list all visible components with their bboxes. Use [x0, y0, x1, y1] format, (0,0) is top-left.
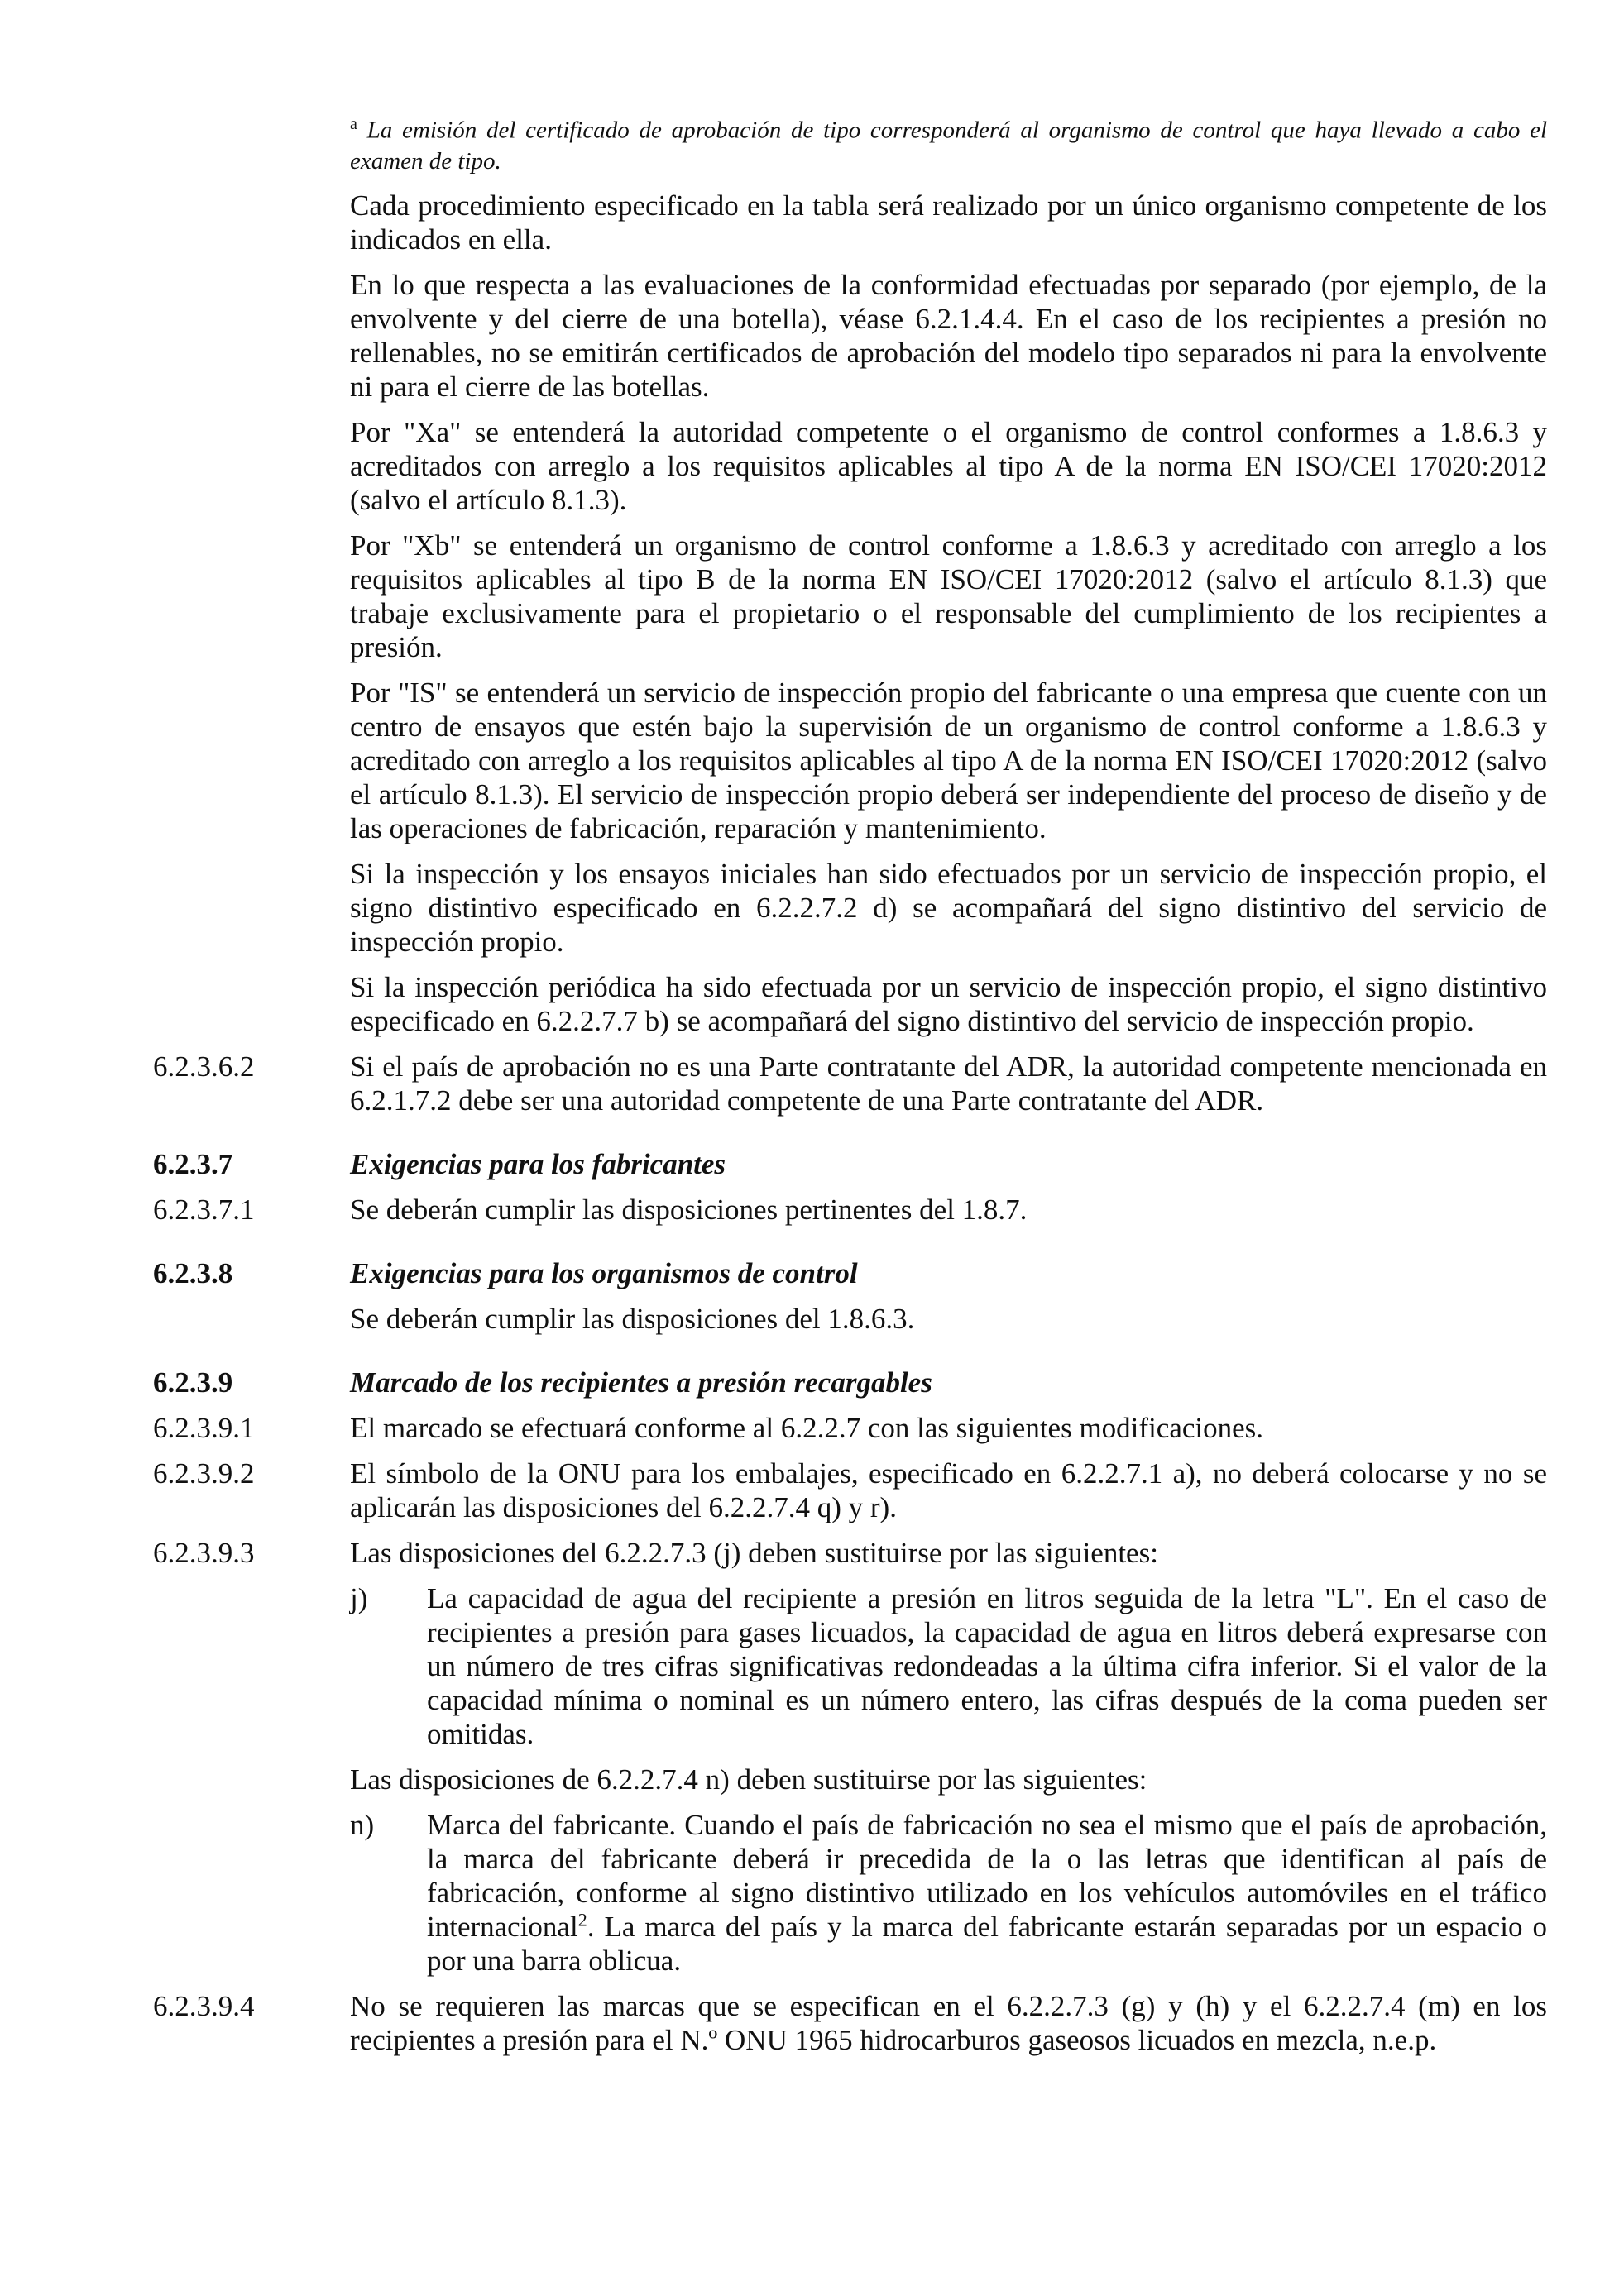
section-number: 6.2.3.7.1: [153, 1193, 255, 1226]
section-heading: Exigencias para los organismos de control: [350, 1256, 858, 1289]
section-text: Se deberán cumplir las disposiciones del 1.8.6.3.: [350, 1302, 915, 1335]
list-item-text: La capacidad de agua del recipiente a presión en litros seguida de la letra "L". En el caso de recipientes a presión para gases licuados, la capacidad de agua en litros deberá expresarse con un número de tres cifras significativas redondeadas a la última cifra inferior. Si el valor de la capacidad mínima o nominal es un número entero, las cifras después de la coma pueden ser omitidas.: [427, 1581, 1547, 1750]
section-text: Las disposiciones del 6.2.2.7.3 (j) deben sustituirse por las siguientes:: [350, 1536, 1158, 1569]
footnote-text: La emisión del certificado de aprobación de tipo corresponderá al organismo de control que haya llevado a cabo el examen de tipo.: [350, 117, 1548, 175]
section-number: 6.2.3.9.3: [153, 1536, 255, 1569]
paragraph-is: Por "IS" se entenderá un servicio de inspección propio del fabricante o una empresa que cuente con un centro de ensayos que estén bajo la supervisión de un organismo de control conforme a 1.8.6.3 y acreditado con arreglo a los requisitos aplicables al tipo A de la norma EN ISO/CEI 17020:2012 (salvo el artículo 8.1.3). El servicio de inspección propio deberá ser independiente del proceso de diseño y de las operaciones de fabricación, reparación y mantenimiento.: [350, 676, 1547, 844]
section-heading: Marcado de los recipientes a presión recargables: [350, 1366, 932, 1399]
section-number: 6.2.3.8: [153, 1256, 233, 1289]
list-item-label: j): [350, 1581, 368, 1614]
section-6-2-3-9-2: [153, 1457, 1547, 1524]
section-6-2-3-6-2: [153, 1050, 1547, 1117]
paragraph-xa: Por "Xa" se entenderá la autoridad competente o el organismo de control conformes a 1.8.6.3 y acreditados con arreglo a los requisitos aplicables al tipo A de la norma EN ISO/CEI 17020:2012 (salvo el artículo 8.1.3).: [350, 415, 1547, 516]
section-number: 6.2.3.9.1: [153, 1411, 255, 1444]
list-item-n: [350, 1808, 1547, 1978]
list-item-label: n): [350, 1808, 375, 1841]
section-text: Las disposiciones de 6.2.2.7.4 n) deben sustituirse por las siguientes:: [350, 1763, 1147, 1796]
section-heading: Exigencias para los fabricantes: [350, 1147, 726, 1180]
list-item-text: Marca del fabricante. Cuando el país de fabricación no sea el mismo que el país de aprobación, la marca del fabricante deberá ir precedida de la o las letras que identifican al país de fabricación, conforme al signo distintivo utilizado en los vehículos automóviles en el tráfico internacional$^2$. La marca del país y la marca del fabricante estarán separadas por un espacio o por una barra oblicua.: [427, 1808, 1547, 1977]
paragraph: En lo que respecta a las evaluaciones de la conformidad efectuadas por separado (por ejemplo, de la envolvente y del cierre de una botella), véase 6.2.1.4.4. En el caso de los recipientes a presión no rellenables, no se emitirán certificados de aprobación del modelo tipo separados ni para la envolvente ni para el cierre de las botellas.: [350, 268, 1547, 403]
table-footnote: [350, 109, 1547, 177]
document-content: [153, 109, 1547, 2069]
footnote-row: [153, 109, 1547, 177]
section-6-2-3-8-text: [153, 1302, 1547, 1336]
section-6-2-3-7: [153, 1147, 1547, 1181]
paragraph-xb: Por "Xb" se entenderá un organismo de control conforme a 1.8.6.3 y acreditado con arreglo a los requisitos aplicables al tipo B de la norma EN ISO/CEI 17020:2012 (salvo el artículo 8.1.3) que trabaje exclusivamente para el propietario o el responsable del cumplimiento de los recipientes a presión.: [350, 529, 1547, 663]
paragraph: Cada procedimiento especificado en la tabla será realizado por un único organismo competente de los indicados en ella.: [350, 189, 1547, 256]
list-item-j: [350, 1581, 1547, 1751]
section-text: Se deberán cumplir las disposiciones pertinentes del 1.8.7.: [350, 1193, 1028, 1226]
section-6-2-3-9-3: [153, 1536, 1547, 1989]
section-number: 6.2.3.9: [153, 1366, 233, 1399]
section-text: No se requieren las marcas que se especifican en el 6.2.2.7.3 (g) y (h) y el 6.2.2.7.4 (m) en los recipientes a presión para el N.º ONU 1965 hidrocarburos gaseosos licuados en mezcla, n.e.p.: [350, 1989, 1547, 2056]
section-number: 6.2.3.6.2: [153, 1050, 255, 1083]
paragraph: Si la inspección y los ensayos iniciales han sido efectuados por un servicio de inspección propio, el signo distintivo especificado en 6.2.2.7.2 d) se acompañará del signo distintivo del servicio de inspección propio.: [350, 857, 1547, 958]
section-6-2-3-7-1: [153, 1193, 1547, 1227]
footnote-marker: a: [350, 115, 357, 133]
section-6-2-3-9: [153, 1366, 1547, 1399]
section-text: El marcado se efectuará conforme al 6.2.2.7 con las siguientes modificaciones.: [350, 1411, 1264, 1444]
section-text: Si el país de aprobación no es una Parte contratante del ADR, la autoridad competente mencionada en 6.2.1.7.2 debe ser una autoridad competente de una Parte contratante del ADR.: [350, 1050, 1547, 1117]
section-number: 6.2.3.9.2: [153, 1457, 255, 1490]
section-number: 6.2.3.7: [153, 1147, 233, 1180]
section-text: El símbolo de la ONU para los embalajes, especificado en 6.2.2.7.1 a), no deberá colocarse y no se aplicarán las disposiciones del 6.2.2.7.4 q) y r).: [350, 1457, 1547, 1523]
section-6-2-3-9-4: [153, 1989, 1547, 2057]
section-number: 6.2.3.9.4: [153, 1989, 255, 2022]
intro-block: [153, 189, 1547, 1050]
footnote-reference[interactable]: 2: [577, 1909, 587, 1930]
section-6-2-3-8: [153, 1256, 1547, 1290]
section-6-2-3-9-1: [153, 1411, 1547, 1445]
paragraph: Si la inspección periódica ha sido efectuada por un servicio de inspección propio, el signo distintivo especificado en 6.2.2.7.7 b) se acompañará del signo distintivo del servicio de inspección propio.: [350, 970, 1547, 1037]
